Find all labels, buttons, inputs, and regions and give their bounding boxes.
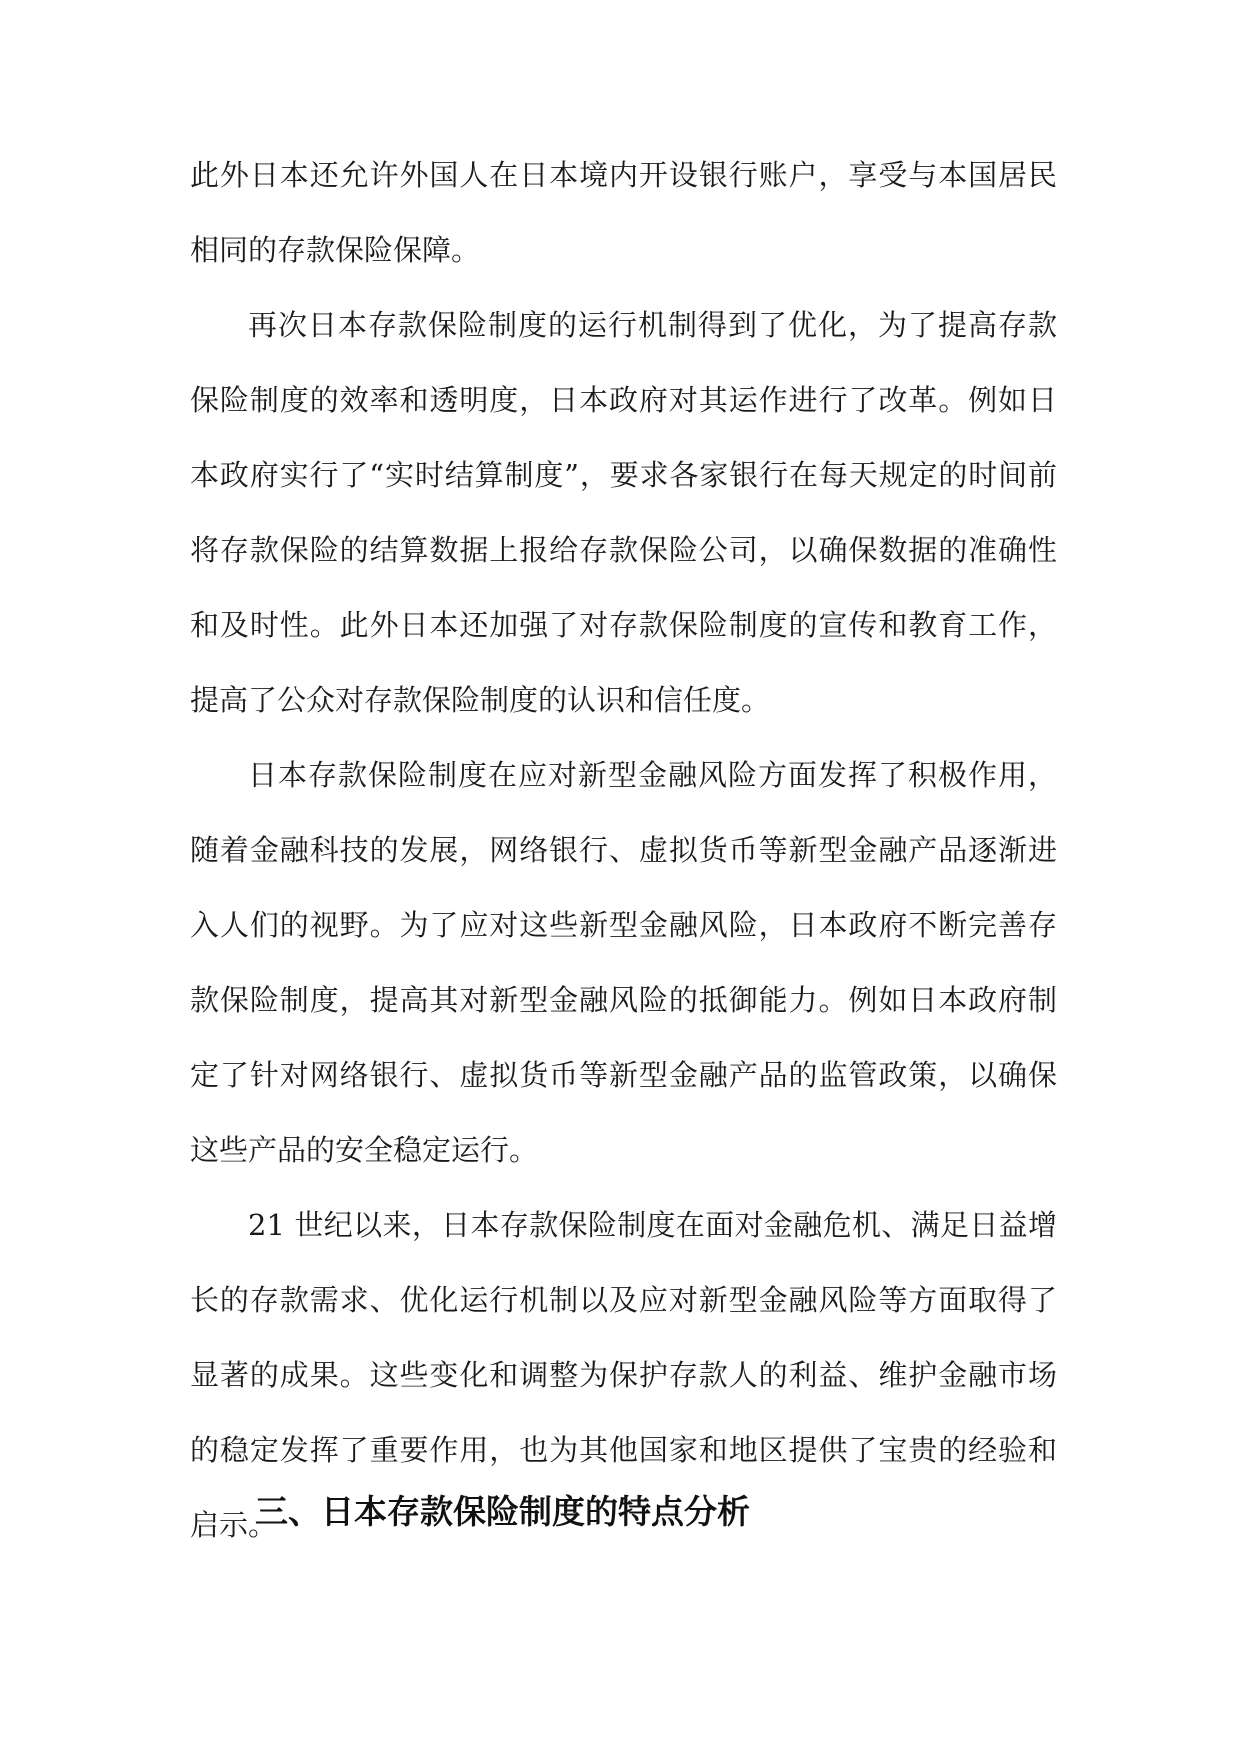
paragraph-new-financial-risks: 日本存款保险制度在应对新型金融风险方面发挥了积极作用，随着金融科技的发展，网络银行、虚拟货币等新型金融产品逐渐进入人们的视野。为了应对这些新型金融风险，日本政府不断完善存款保险制度，提高其对新型金融风险的抵御能力。例如日本政府制定了针对网络银行、虚拟货币等新型金融产品的监管政策，以确保这些产品的安全稳定运行。	[190, 758, 1057, 1167]
section-heading: 三、日本存款保险制度的特点分析	[255, 1492, 750, 1531]
paragraph-operating-mechanism: 再次日本存款保险制度的运行机制得到了优化，为了提高存款保险制度的效率和透明度，日本政府对其运作进行了改革。例如日本政府实行了“实时结算制度”，要求各家银行在每天规定的时间前将存款保险的结算数据上报给存款保险公司，以确保数据的准确性和及时性。此外日本还加强了对存款保险制度的宣传和教育工作，提高了公众对存款保险制度的认识和信任度。	[190, 308, 1057, 717]
paragraph-21st-century-summary: 21 世纪以来，日本存款保险制度在面对金融危机、满足日益增长的存款需求、优化运行机制以及应对新型金融风险等方面取得了显著的成果。这些变化和调整为保护存款人的利益、维护金融市场的稳定发挥了重要作用，也为其他国家和地区提供了宝贵的经验和启示。	[190, 1208, 1057, 1542]
paragraph-foreign-account-coverage: 此外日本还允许外国人在日本境内开设银行账户，享受与本国居民相同的存款保险保障。	[190, 158, 1057, 267]
